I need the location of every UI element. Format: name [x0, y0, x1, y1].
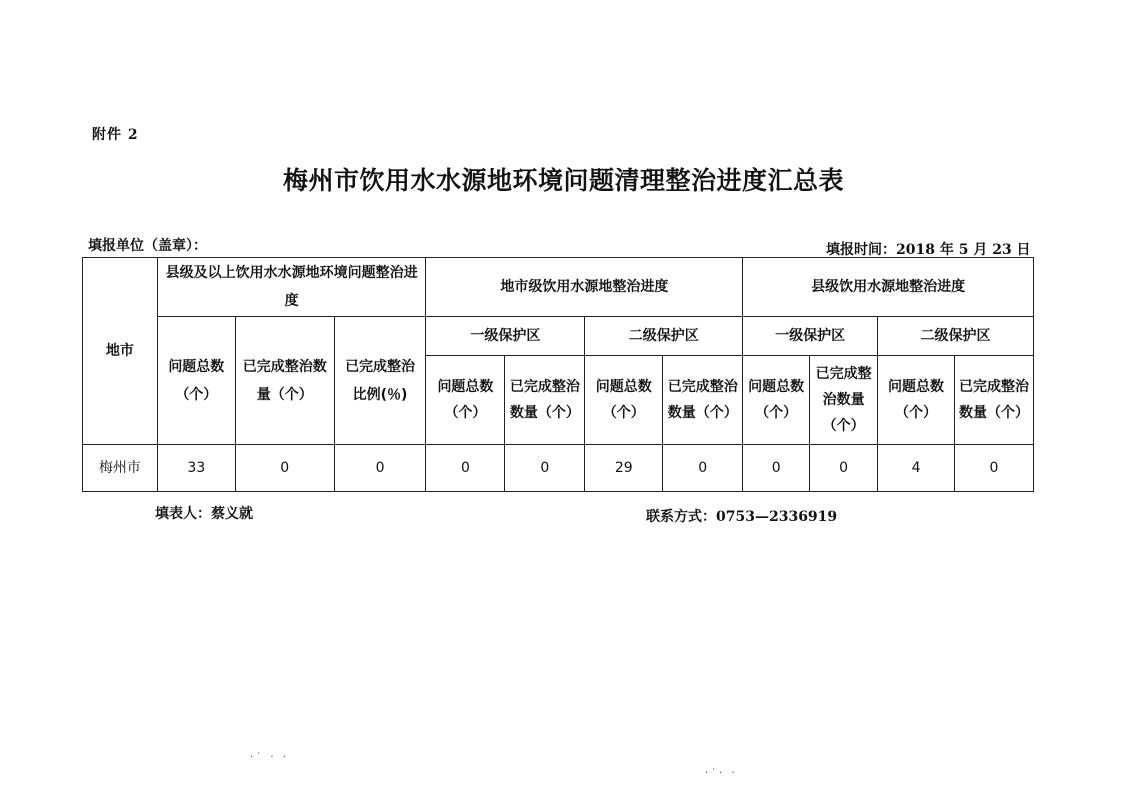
filler-label: 填表人：蔡义就 [155, 506, 253, 522]
county-level-zone2-total-cell: 4 [878, 445, 955, 492]
county-level-zone1-header: 一级保护区 [743, 317, 878, 356]
city-level-zone1-done-header: 已完成整治数量（个） [505, 356, 585, 445]
scan-speck-2: ·˙· · [705, 768, 738, 779]
table-row [83, 445, 1034, 492]
county-level-zone1-total-header: 问题总数（个） [743, 356, 810, 445]
total-cell: 33 [157, 445, 235, 492]
header-row-zones [83, 317, 1034, 356]
header-row-groups [83, 258, 1034, 317]
city-level-zone1-total-header: 问题总数（个） [426, 356, 505, 445]
city-level-zone2-done-cell: 0 [663, 445, 743, 492]
county-level-zone2-done-cell: 0 [955, 445, 1034, 492]
group-county-level-header: 县级饮用水源地整治进度 [743, 258, 1034, 317]
group-county-above-header: 县级及以上饮用水水源地环境问题整治进度 [157, 258, 426, 317]
completed-cell: 0 [235, 445, 334, 492]
city-level-zone2-total-header: 问题总数（个） [585, 356, 663, 445]
city-level-zone1-header: 一级保护区 [426, 317, 585, 356]
city-level-zone1-done-cell: 0 [505, 445, 585, 492]
fill-time-label: 填报时间：2018 年 5 月 23 日 [826, 242, 1031, 258]
ratio-cell: 0 [334, 445, 426, 492]
completed-count-header: 已完成整治数量（个） [235, 317, 334, 445]
total-problems-header: 问题总数（个） [157, 317, 235, 445]
page-title: 梅州市饮用水水源地环境问题清理整治进度汇总表 [282, 166, 844, 195]
group-city-level-header: 地市级饮用水源地整治进度 [426, 258, 743, 317]
county-level-zone2-done-header: 已完成整治数量（个） [955, 356, 1034, 445]
city-level-zone2-done-header: 已完成整治数量（个） [663, 356, 743, 445]
city-level-zone1-total-cell: 0 [426, 445, 505, 492]
progress-summary-table [82, 257, 1034, 492]
city-level-zone2-header: 二级保护区 [585, 317, 743, 356]
city-cell: 梅州市 [83, 445, 158, 492]
scan-speck-1: ·˙ · · [250, 752, 289, 763]
city-header: 地市 [83, 258, 158, 445]
county-level-zone1-done-header: 已完成整治数量（个） [810, 356, 878, 445]
attachment-label: 附件 2 [92, 127, 139, 143]
city-level-zone2-total-cell: 29 [585, 445, 663, 492]
county-level-zone2-total-header: 问题总数（个） [878, 356, 955, 445]
county-level-zone1-total-cell: 0 [743, 445, 810, 492]
contact-label: 联系方式：0753—2336919 [646, 509, 838, 525]
county-level-zone2-header: 二级保护区 [878, 317, 1034, 356]
county-level-zone1-done-cell: 0 [810, 445, 878, 492]
fill-unit-label: 填报单位（盖章）： [88, 238, 207, 254]
completed-ratio-header: 已完成整治比例(％) [334, 317, 426, 445]
